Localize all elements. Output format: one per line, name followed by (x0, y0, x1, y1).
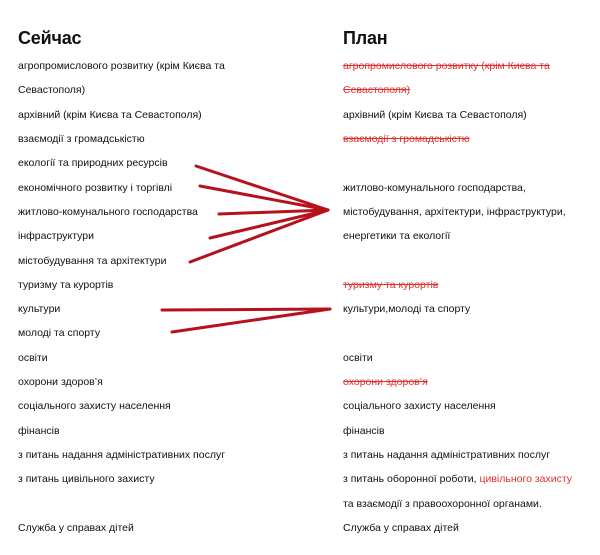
current-item: з питань надання адміністративних послуг (18, 449, 226, 461)
current-item: архівний (крім Києва та Севастополя) (18, 109, 202, 121)
plan-item-removed: охорони здоров’я (343, 376, 428, 388)
plan-item-merged: культури,молоді та спорту (343, 303, 471, 315)
plan-item-merged: та взаємодії з правоохоронної органами. (343, 498, 542, 510)
current-item: Севастополя) (18, 84, 86, 96)
current-heading: Сейчас (18, 28, 82, 48)
current-item: економічного розвитку і торгівлі (18, 182, 173, 194)
plan-item-text: з питань оборонної роботи, (343, 473, 480, 485)
current-item: екології та природних ресурсів (18, 157, 168, 169)
current-item: молоді та спорту (18, 327, 101, 339)
current-item: інфраструктури (18, 230, 94, 242)
plan-item-removed: Севастополя) (343, 84, 411, 96)
current-item: житлово-комунального господарства (18, 206, 198, 218)
plan-item: освіти (343, 352, 373, 364)
current-item: містобудування та архітектури (18, 255, 167, 267)
current-item: взаємодії з громадськістю (18, 133, 145, 145)
plan-item-removed: агропромислового розвитку (крім Києва та (343, 60, 550, 72)
plan-item: архівний (крім Києва та Севастополя) (343, 109, 527, 121)
plan-item-merged: житлово-комунального господарства, (343, 182, 526, 194)
plan-item: Служба у справах дітей (343, 522, 459, 534)
plan-item-merged: енергетики та екології (343, 230, 451, 242)
merge-arrow-youth-sport (172, 309, 330, 332)
current-item: фінансів (18, 425, 60, 437)
current-item: соціального захисту населення (18, 400, 171, 412)
plan-item-removed: взаємодії з громадськістю (343, 133, 470, 145)
plan-item-highlight: цивільного захисту (479, 473, 573, 485)
plan-item: фінансів (343, 425, 385, 437)
merge-arrow-urban-planning (190, 210, 328, 262)
current-item: туризму та курортів (18, 279, 114, 291)
plan-item-removed: туризму та курортів (343, 279, 439, 291)
current-item: охорони здоров’я (18, 376, 103, 388)
plan-heading: План (343, 28, 388, 48)
plan-item-merged: містобудування, архітектури, інфраструктури, (343, 206, 566, 218)
plan-item: соціального захисту населення (343, 400, 496, 412)
current-item: Служба у справах дітей (18, 522, 134, 534)
merge-arrow-culture (162, 309, 330, 310)
current-item: з питань цивільного захисту (18, 473, 155, 485)
plan-item: з питань надання адміністративних послуг (343, 449, 551, 461)
current-item: освіти (18, 352, 48, 364)
current-item: агропромислового розвитку (крім Києва та (18, 60, 225, 72)
current-item: культури (18, 303, 61, 315)
